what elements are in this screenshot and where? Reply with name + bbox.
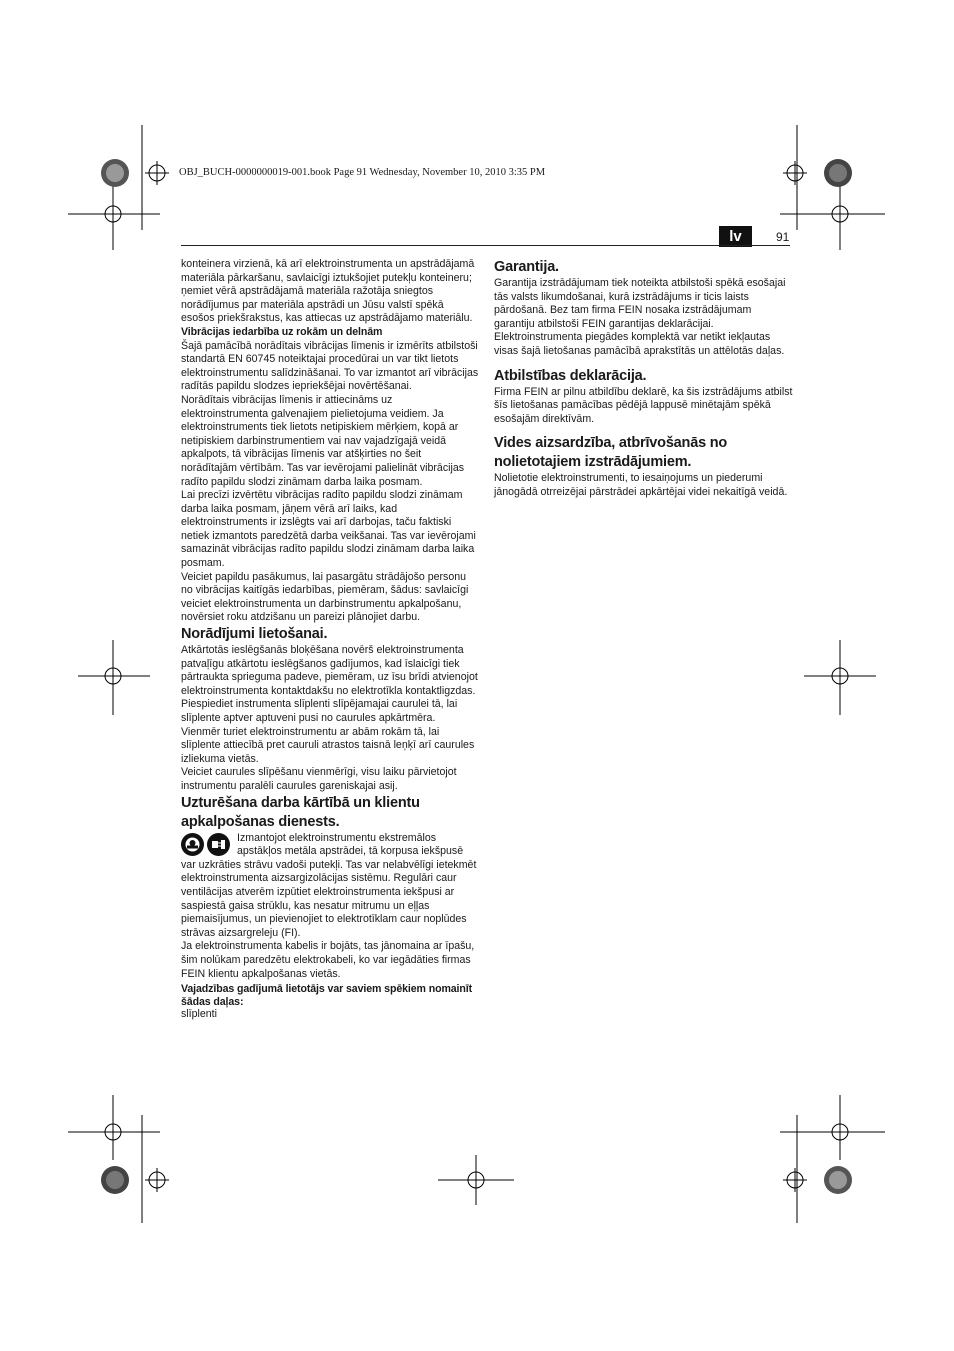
right-column [494,258,793,500]
safety-icons [181,832,234,859]
file-info-line: OBJ_BUCH-0000000019-001.book Page 91 Wednesday, November 10, 2010 3:35 PM [179,167,546,178]
vibration-paragraph: Norādītais vibrācijas līmenis ir attiecināms uz elektroinstrumenta galvenajiem pielietojuma veidiem. Ja elektroinstruments tiek lietots netipiskiem mērķiem, kopā ar netipiskiem darbinstrumentiem vai nav vajadzīgajā veidā apkalpots, tā vibrācijas līmenis var atšķirties no šeit norādītajām vērtībām. Tas var ievērojami palielināt vibrācijas radīto papildu slodzi zināmam darba laika posmam. [181,393,465,488]
header-rule [181,245,790,246]
usage-paragraph: Veiciet caurules slīpēšanu vienmērīgi, visu laiku pārvietojot instrumentu paralēli caurules gareniskajai asij. [181,766,457,792]
conformity-heading: Atbilstības deklarācija. [494,367,647,384]
warranty-heading: Garantija. [494,259,559,275]
left-column [181,258,480,1022]
vibration-paragraph: Šajā pamācībā norādītais vibrācijas līmenis ir izmērīts atbilstoši standartā EN 60745 noteiktajai procedūrai un var tikt lietots elektroinstrumentu salīdzināšanai. To var izmantot arī vibrācijas radītās papildu slodzes iepriekšējai novērtēšanai. [181,339,479,393]
vibration-paragraph: Veiciet papildu pasākumus, lai pasargātu strādājošo personu no vibrācijas kaitīgās iedarbības, piemēram, šādus: savlaicīgi veiciet elektroinstrumenta un darbinstrumentu apkalpošanu, novērsiet roku atdzišanu un pareizi plānojiet darbu. [181,570,469,624]
service-block [181,832,480,941]
eye-protection-icon [181,833,204,856]
vibration-heading: Vibrācijas iedarbība uz rokām un delnām [181,325,383,338]
service-heading: Uzturēšana darba kārtībā un klientu apkalpošanas dienests. [181,794,420,830]
page-number: 91 [776,230,790,244]
conformity-paragraph: Firma FEIN ar pilnu atbildību deklarē, ka šis izstrādājums atbilst šīs lietošanas pamācības pēdējā lappusē minētajām spēkā esošajām direktīvām. [494,385,793,425]
language-tab: lv [719,226,752,247]
parts-item: slīplenti [181,1008,217,1021]
usage-paragraph: Vienmēr turiet elektroinstrumentu ar abām rokām tā, lai slīplente attiecībā pret cauruli atrastos taisnā leņķī arī caurules izliekuma vietās. [181,725,475,765]
vibration-paragraph: Lai precīzi izvērtētu vibrācijas radīto papildu slodzi zināmam darba laika posmam, jāņem vērā arī laiks, kad elektroinstruments ir izslēgts vai arī darbojas, taču faktiski netiek izmantots paredzētā darba veikšanai. Tas var ievērojami samazināt vibrācijas radīto papildu slodzi zināmam darba laika posmam. [181,489,476,570]
warranty-paragraph: Garantija izstrādājumam tiek noteikta atbilstoši spēkā esošajai tās valsts likumdošanai, kurā izstrādājums ir ticis laists pārdošanā. Bez tam firma FEIN nosaka izstrādājumam garantiju atbilstoši FEIN garantijas deklarācijai. [494,277,786,330]
environment-paragraph: Nolietotie elektroinstrumenti, to iesaiņojums un piederumi jānogādā otrreizējai pārstrādei apkārtējai videi nekaitīgā veidā. [494,472,788,498]
intro-paragraph: konteinera virzienā, kā arī elektroinstrumenta un apstrādājamā materiāla pārkaršanu, savlaicīgi iztukšojiet putekļu konteineru; ņemiet vērā apstrādājamā materiāla ražotāja sniegtos norādījumus par materiāla apstrādi un Jūsu valstī spēkā esošos priekšrakstus, kas attiecas uz apstrādājamo materiālu. [181,258,475,325]
usage-heading: Norādījumi lietošanai. [181,626,328,643]
usage-paragraph: Piespiediet instrumenta slīplenti slīpējamajai caurulei tā, lai slīplente aptver aptuveni pusi no caurules apkārtmēra. [181,698,458,724]
environment-heading: Vides aizsardzība, atbrīvošanās no nolietotajiem izstrādājumiem. [494,435,728,471]
service-paragraph: Ja elektroinstrumenta kabelis ir bojāts, tas jānomaina ar īpašu, šim nolūkam paredzētu elektrokabeli, ko var iegādāties firmas FEIN klientu apkalpošanas vietās. [181,940,475,980]
unplug-icon [207,833,230,856]
parts-heading: Vajadzības gadījumā lietotājs var saviem spēkiem nomainīt šādas daļas: [181,983,473,1008]
usage-paragraph: Atkārtotās ieslēgšanās bloķēšana novērš elektroinstrumenta patvaļīgu atkārtotu ieslēgšanos gadījumos, kad īslaicīgi tiek pārtraukta sprieguma padeve, piemēram, uz īsu brīdi atvienojot elektroinstrumenta kontaktdakšu no elektrotīkla kontaktligzdas. [181,644,478,697]
warranty-paragraph: Elektroinstrumenta piegādes komplektā var netikt iekļautas visas šajā lietošanas pamācībā aprakstītās un attēlotās daļas. [494,331,785,357]
service-paragraph: Izmantojot elektroinstrumentu ekstremālos apstākļos metāla apstrādei, tā korpusa iekšpusē var uzkrāties strāvu vadoši putekļi. Tas var nelabvēlīgi ietekmēt elektroinstrumenta aizsargizolācijas sistēmu. Regulāri caur ventilācijas atverēm izpūtiet elektroinstrumenta iekšpusi ar saspiestā gaisa strūklu, kas nesatur mitrumu un eļļas piemaisījumus, un pievienojiet to elektrotīklam caur noplūdes strāvas aizsargreleju (FI). [181,831,477,939]
